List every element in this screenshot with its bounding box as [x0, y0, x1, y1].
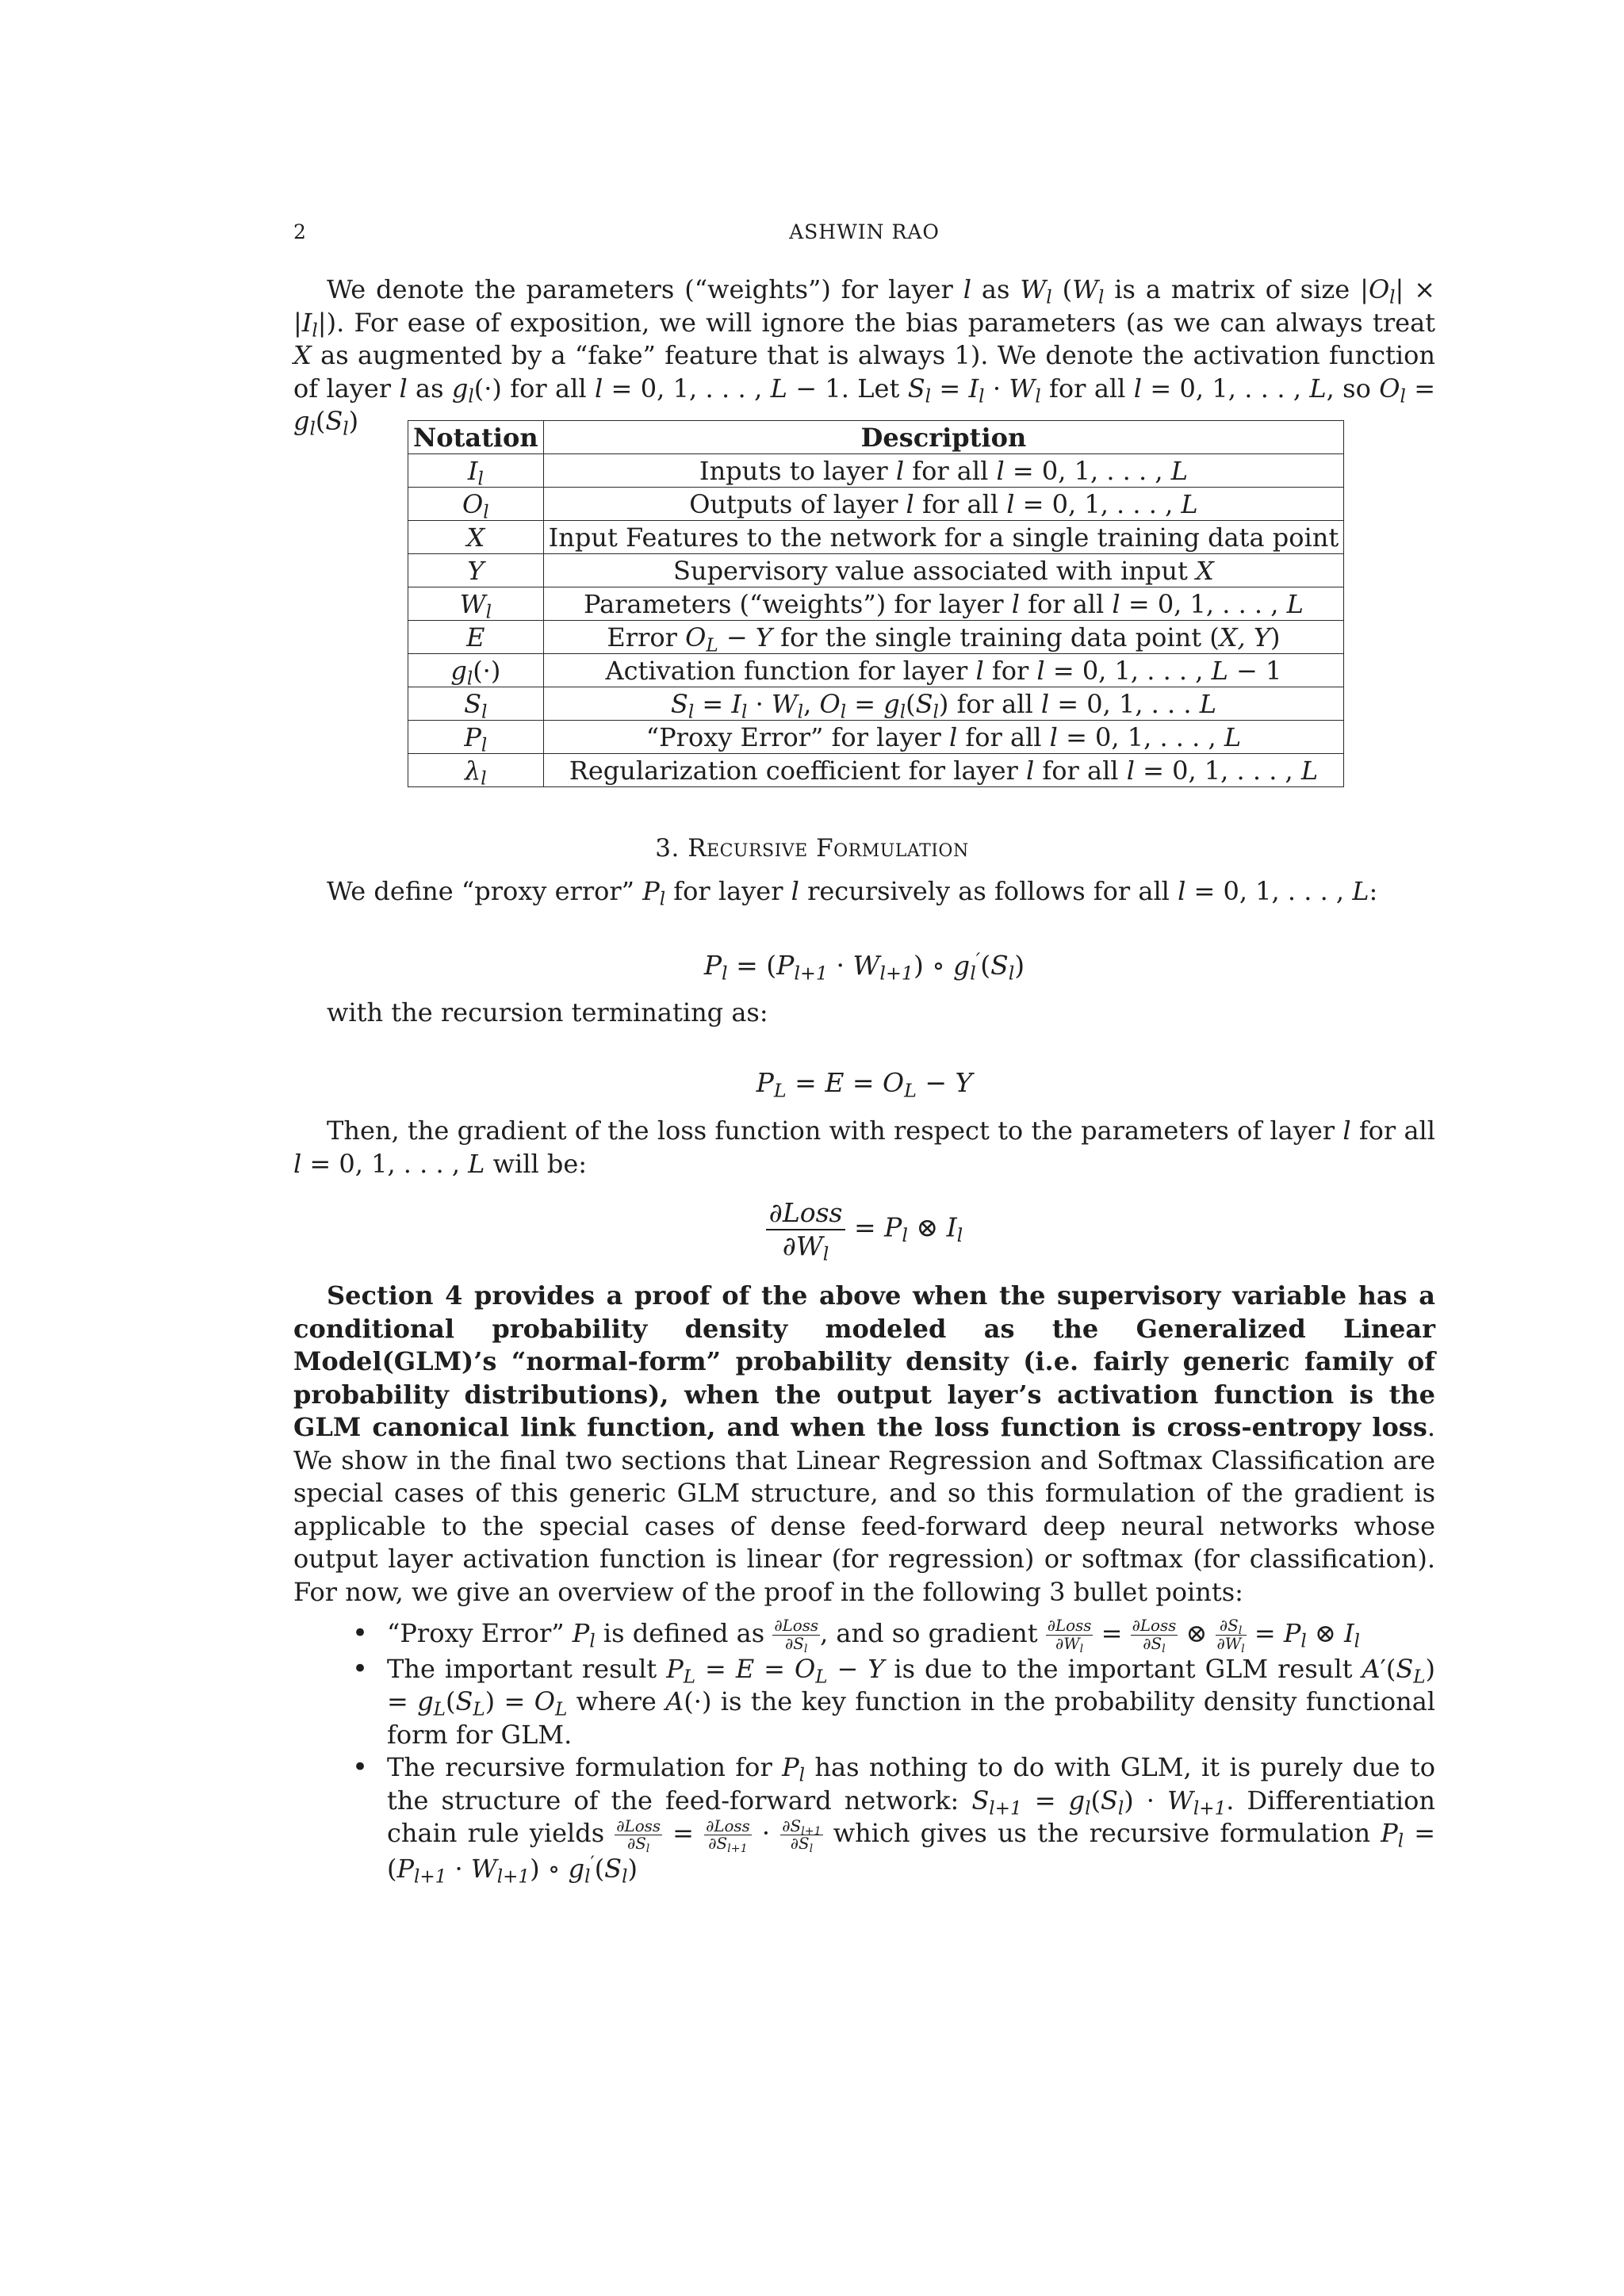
- symbol-cell: $I_l$: [408, 454, 544, 488]
- gradient-fraction: $\frac{\text{∂Loss}}{\partial W_l}$: [766, 1197, 846, 1261]
- table-row: [408, 454, 1344, 488]
- description-cell: Supervisory value associated with input X: [543, 554, 1344, 587]
- symbol-cell: $P_l$: [408, 721, 544, 754]
- termination-equation: $P_L = E = O_L - Y$: [756, 1067, 973, 1102]
- table-header-row: [408, 421, 1344, 454]
- description-cell: $S_l = I_l \cdot W_l$, $O_l = g_l(S_l)$ for all l = 0, 1, . . . L: [543, 687, 1344, 721]
- symbol-cell: $g_l(\cdot)$: [408, 654, 544, 687]
- list-item: • “Proxy Error” $P_l$ is defined as $\frac{\text{∂Loss}}{\partial S_l}$ , and so gradient $\frac{\text{∂Loss}}{\partial W_l}$ = $\frac{\text{∂Loss}}{\partial S_l}$ ⊗ $\frac{\partial S_l}{\partial W_l}$ = $P_l$ ⊗ $I_l$: [349, 1617, 1435, 1653]
- symbol-cell: $O_l$: [408, 488, 544, 521]
- description-cell: Inputs to layer l for all l = 0, 1, . . . , L: [543, 454, 1344, 488]
- recursion-terminating-text: with the recursion terminating as:: [327, 997, 768, 1027]
- table-row: [408, 721, 1344, 754]
- list-item: • The recursive formulation for $P_l$ has nothing to do with GLM, it is purely due to the structure of the feed-forward network: $S_{l+1} = g_l(S_l) \cdot W_{l+1}$. Differentiation chain rule yields $\frac{\text{∂Loss}}{\partial S_l}$ = $\frac{\text{∂Loss}}{\partial S_{l+1}}$ · $\frac{\partial S_{l+1}}{\partial S_l}$ which gives us the recursive formulation $P_l = (P_{l+1} \cdot W_{l+1})$ ∘ $g_l'(S_l)$: [349, 1751, 1435, 1885]
- section-heading: 3. Recursive Formulation: [655, 834, 969, 863]
- proxy-error-definition: We define “proxy error” $P_l$ for layer l recursively as follows for all l = 0, 1, . . . , L:: [327, 876, 1378, 910]
- header-description: Description: [543, 421, 1344, 454]
- table-row: [408, 521, 1344, 554]
- symbol-cell: Y: [408, 554, 544, 587]
- description-cell: Activation function for layer l for l = 0, 1, . . . , L − 1: [543, 654, 1344, 687]
- description-cell: Regularization coefficient for layer l for all l = 0, 1, . . . , L: [543, 754, 1344, 787]
- recursion-equation: $P_l = (P_{l+1} \cdot W_{l+1})$ ∘ $g_l'(S_l)$: [703, 948, 1025, 985]
- table-row: [408, 754, 1344, 787]
- table-row: [408, 587, 1344, 621]
- symbol-cell: $W_l$: [408, 587, 544, 621]
- intro-paragraph: We denote the parameters (“weights”) for layer l as $W_l$ ($W_l$ is a matrix of size $|O_l| \times |I_l|$). For ease of exposition, we will ignore the bias parameters (as we can always treat X as augmented by a “fake” feature that is always 1). We denote the activation function of layer l as $g_l(\cdot)$ for all l = 0, 1, . . . , L − 1. Let $S_l = I_l \cdot W_l$ for all l = 0, 1, . . . , L, so $O_l = g_l(S_l)$: [293, 274, 1436, 440]
- table-row: [408, 488, 1344, 521]
- symbol-cell: E: [408, 621, 544, 654]
- description-cell: Error $O_L - Y$ for the single training data point (X, Y): [543, 621, 1344, 654]
- table-row: [408, 621, 1344, 654]
- gradient-equation: $\frac{\text{∂Loss}}{\partial W_l}$ = $P_l$ ⊗ $I_l$: [293, 1197, 1435, 1261]
- summary-paragraph: Section 4 provides a proof of the above when the supervisory variable has a conditional probability density modeled as the Generalized Linear Model(GLM)’s “normal-form” probability density (i.e. fairly generic family of probability distributions), when the output layer’s activation function is the GLM canonical link function, and when the loss function is cross-entropy loss. We show in the final two sections that Linear Regression and Softmax Classification are special cases of this generic GLM structure, and so this formulation of the gradient is applicable to the special cases of dense feed-forward deep neural networks whose output layer activation function is linear (for regression) or softmax (for classification). For now, we give an overview of the proof in the following 3 bullet points:: [293, 1280, 1435, 1607]
- table-row: [408, 687, 1344, 721]
- running-title: ASHWIN RAO: [789, 220, 940, 243]
- gradient-intro: Then, the gradient of the loss function with respect to the parameters of layer l for all l = 0, 1, . . . , L will be:: [293, 1115, 1436, 1179]
- description-cell: Input Features to the network for a single training data point: [543, 521, 1344, 554]
- description-cell: “Proxy Error” for layer l for all l = 0, 1, . . . , L: [543, 721, 1344, 754]
- symbol-cell: X: [408, 521, 544, 554]
- symbol-cell: $S_l$: [408, 687, 544, 721]
- description-cell: Outputs of layer l for all l = 0, 1, . . . , L: [543, 488, 1344, 521]
- table-row: [408, 554, 1344, 587]
- table-row: [408, 654, 1344, 687]
- proof-overview-list: [349, 1617, 1435, 1886]
- notation-table: [408, 420, 1344, 787]
- description-cell: Parameters (“weights”) for layer l for all l = 0, 1, . . . , L: [543, 587, 1344, 621]
- list-item: • The important result $P_L = E = O_L - Y$ is due to the important GLM result $A'(S_L) = g_L(S_L) = O_L$ where A(·) is the key function in the probability density functional form for GLM.: [349, 1653, 1435, 1752]
- page-number: 2: [293, 220, 307, 243]
- header-notation: Notation: [408, 421, 544, 454]
- symbol-cell: $\lambda_l$: [408, 754, 544, 787]
